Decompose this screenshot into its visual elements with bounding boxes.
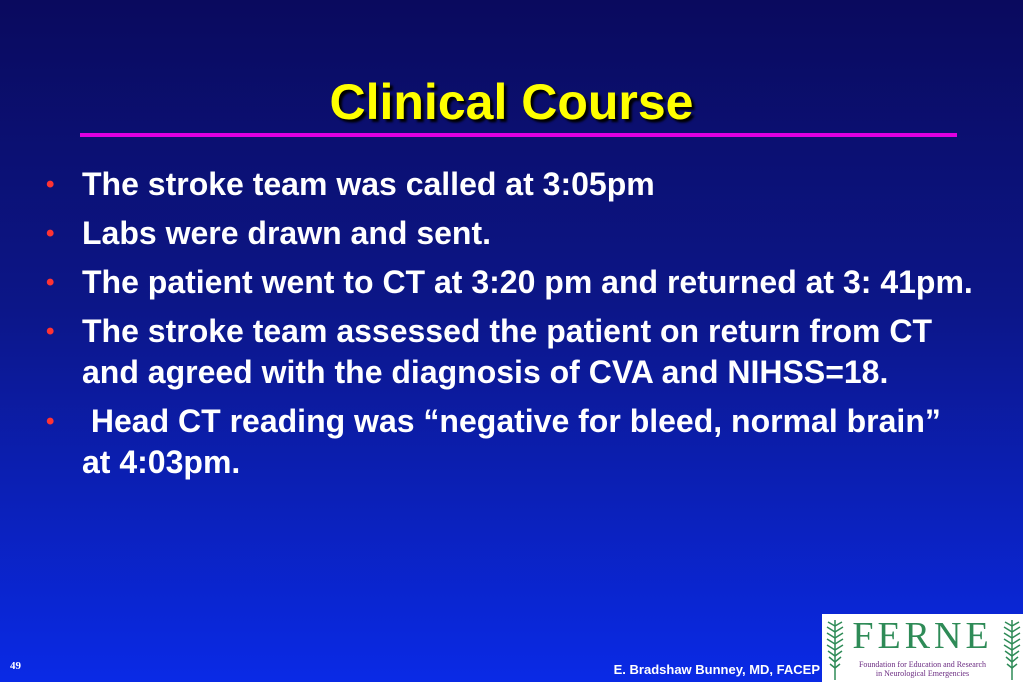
fern-leaf-icon xyxy=(1001,614,1023,682)
bullet-item xyxy=(46,401,976,483)
slide-number: 49 xyxy=(10,660,21,672)
bullet-dot: • xyxy=(46,220,55,247)
bullet-item xyxy=(46,311,976,393)
slide-title: Clinical Course xyxy=(329,74,694,130)
ferne-logo xyxy=(822,614,1023,682)
bullet-item xyxy=(46,213,976,254)
logo-tagline-line1: Foundation for Education and Research xyxy=(858,660,987,669)
logo-wordmark: FERNE xyxy=(852,615,993,657)
bullet-dot: • xyxy=(46,408,55,435)
bullet-text: The patient went to CT at 3:20 pm and returned at 3: 41pm. xyxy=(82,264,973,300)
bullet-text: Labs were drawn and sent. xyxy=(82,215,491,251)
bullet-text: The stroke team assessed the patient on return from CT and agreed with the diagnosis of CVA and NIHSS=18. xyxy=(82,313,932,390)
title-underline xyxy=(80,133,957,137)
bullet-dot: • xyxy=(46,269,55,296)
bullet-text: The stroke team was called at 3:05pm xyxy=(82,166,655,202)
bullet-text: Head CT reading was “negative for bleed, normal brain” at 4:03pm. xyxy=(82,403,950,480)
bullet-item xyxy=(46,262,976,303)
logo-tagline-line2: in Neurological Emergencies xyxy=(875,669,970,678)
author-credit: E. Bradshaw Bunney, MD, FACEP xyxy=(613,662,820,677)
bullet-item xyxy=(46,164,976,205)
bullet-dot: • xyxy=(46,318,55,345)
bullet-list xyxy=(46,164,976,491)
bullet-dot: • xyxy=(46,171,55,198)
fern-leaf-icon xyxy=(824,614,846,682)
